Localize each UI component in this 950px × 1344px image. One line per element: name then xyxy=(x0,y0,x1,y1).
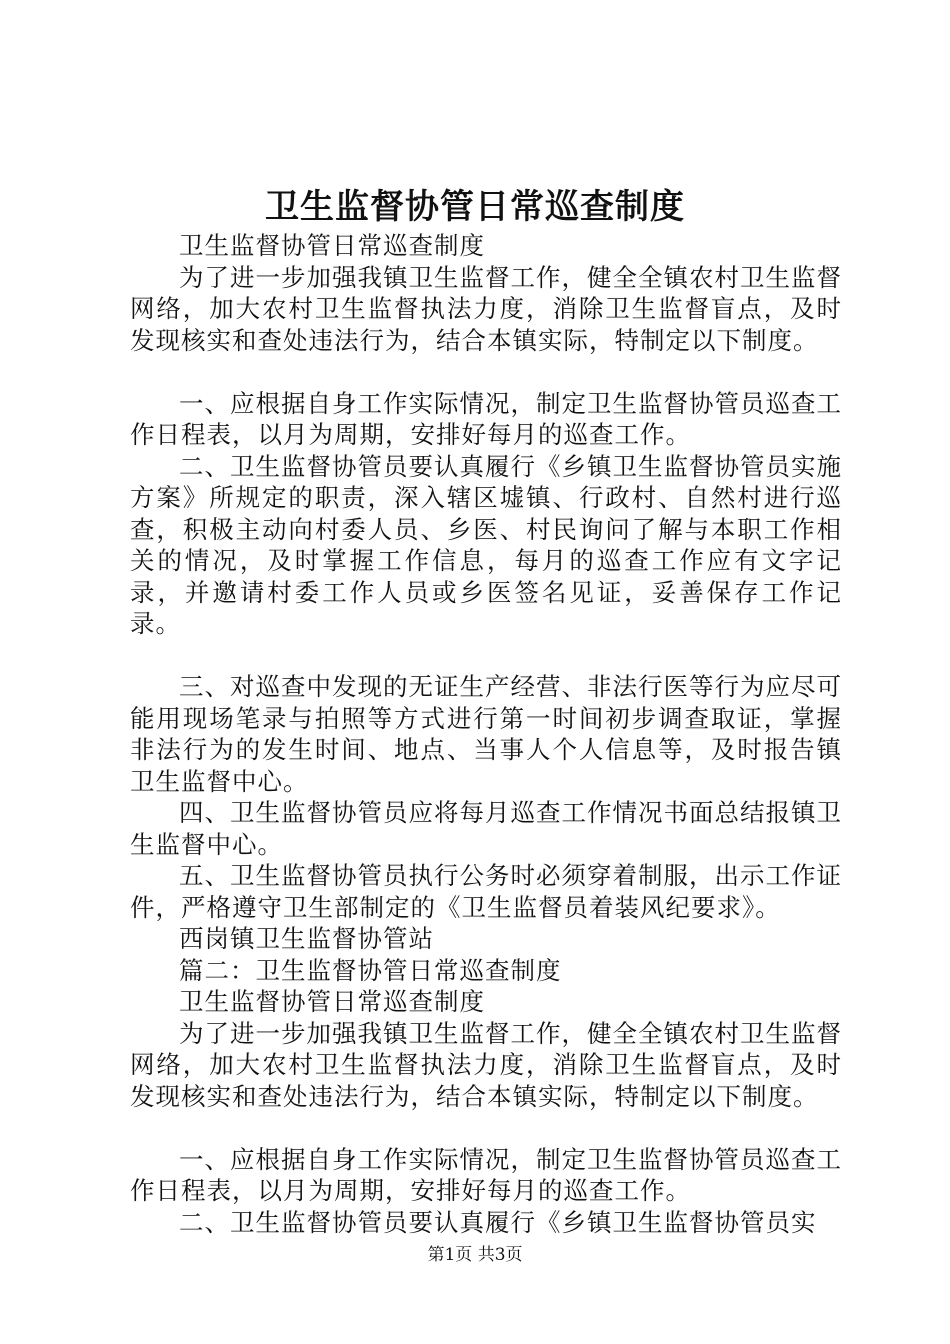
paragraph-section-two-subtitle: 卫生监督协管日常巡查制度 xyxy=(179,987,485,1016)
page-number-footer: 第1页 共3页 xyxy=(427,1245,523,1265)
paragraph-section-two-item-2: 二、卫生监督协管员要认真履行《乡镇卫生监督协管员实 xyxy=(179,1207,817,1237)
paragraph-item-4: 四、卫生监督协管员应将每月巡查工作情况书面总结报镇卫生监督中心。 xyxy=(130,798,842,859)
paragraph-item-1: 一、应根据自身工作实际情况，制定卫生监督协管员巡查工作日程表，以月为周期，安排好每月的巡查工作。 xyxy=(130,388,842,449)
paragraph-subtitle: 卫生监督协管日常巡查制度 xyxy=(179,231,485,260)
paragraph-section-two-item-1: 一、应根据自身工作实际情况，制定卫生监督协管员巡查工作日程表，以月为周期，安排好每月的巡查工作。 xyxy=(130,1144,842,1205)
paragraph-section-two-intro: 为了进一步加强我镇卫生监督工作，健全全镇农村卫生监督网络，加大农村卫生监督执法力度，消除卫生监督盲点，及时发现核实和查处违法行为，结合本镇实际，特制定以下制度。 xyxy=(130,1018,842,1111)
paragraph-item-3: 三、对巡查中发现的无证生产经营、非法行医等行为应尽可能用现场笔录与拍照等方式进行第一时间初步调查取证，掌握非法行为的发生时间、地点、当事人个人信息等，及时报告镇卫生监督中心。 xyxy=(130,672,842,796)
paragraph-item-5: 五、卫生监督协管员执行公务时必须穿着制服，出示工作证件，严格遵守卫生部制定的《卫生监督员着装风纪要求》。 xyxy=(130,861,842,922)
paragraph-section-two-heading: 篇二：卫生监督协管日常巡查制度 xyxy=(179,955,562,985)
document-body xyxy=(130,230,842,1238)
paragraph-intro: 为了进一步加强我镇卫生监督工作，健全全镇农村卫生监督网络，加大农村卫生监督执法力度，消除卫生监督盲点，及时发现核实和查处违法行为，结合本镇实际，特制定以下制度。 xyxy=(130,262,842,355)
document-title: 卫生监督协管日常巡查制度 xyxy=(265,187,685,227)
paragraph-signature: 西岗镇卫生监督协管站 xyxy=(179,924,434,953)
paragraph-item-2: 二、卫生监督协管员要认真履行《乡镇卫生监督协管员实施方案》所规定的职责，深入辖区墟镇、行政村、自然村进行巡查，积极主动向村委人员、乡医、村民询问了解与本职工作相关的情况，及时掌握工作信息，每月的巡查工作应有文字记录，并邀请村委工作人员或乡医签名见证，妥善保存工作记录。 xyxy=(130,451,842,638)
